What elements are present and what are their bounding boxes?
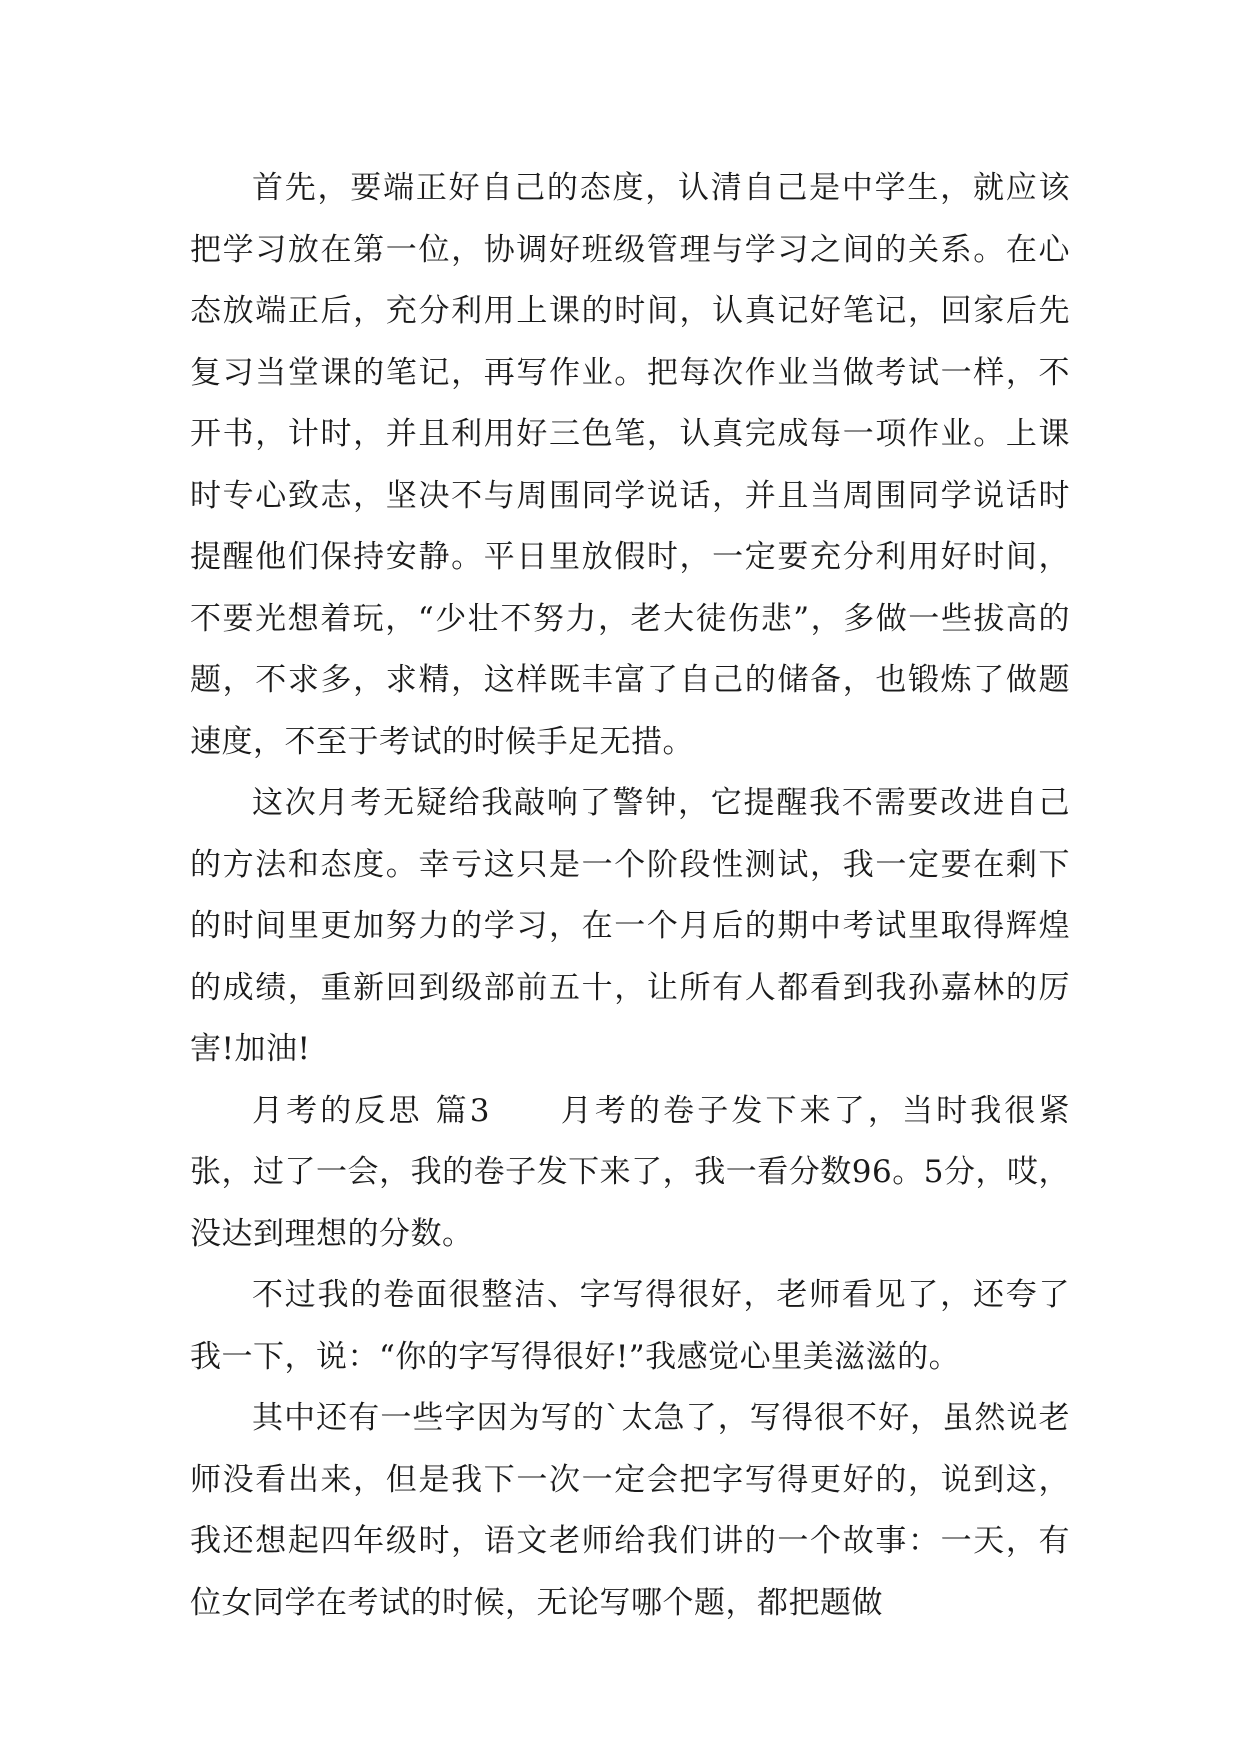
paragraph-story: 其中还有一些字因为写的`太急了，写得很不好，虽然说老师没看出来，但是我下一次一定会把字写得更好的，说到这，我还想起四年级时，语文老师给我们讲的一个故事：一天，有位女同学在考试的时候，无论写哪个题，都把题做 xyxy=(190,1400,1070,1621)
paragraph-monthly-exam-3: 月考的反思 篇3 月考的卷子发下来了，当时我很紧张，过了一会，我的卷子发下来了，我一看分数96。5分，哎，没达到理想的分数。 xyxy=(190,1092,1070,1252)
paragraph-attitude: 首先，要端正好自己的态度，认清自己是中学生，就应该把学习放在第一位，协调好班级管理与学习之间的关系。在心态放端正后，充分利用上课的时间，认真记好笔记，回家后先复习当堂课的笔记，再写作业。把每次作业当做考试一样，不开书，计时，并且利用好三色笔，认真完成每一项作业。上课时专心致志，坚决不与周围同学说话，并且当周围同学说话时提醒他们保持安静。平日里放假时，一定要充分利用好时间，不要光想着玩，“少壮不努力，老大徒伤悲”，多做一些拔高的题，不求多，求精，这样既丰富了自己的储备，也锻炼了做题速度，不至于考试的时候手足无措。 xyxy=(190,170,1070,760)
paragraph-handwriting: 不过我的卷面很整洁、字写得很好，老师看见了，还夸了我一下，说：“你的字写得很好!”我感觉心里美滋滋的。 xyxy=(190,1277,1070,1375)
paragraph-wake-up-call: 这次月考无疑给我敲响了警钟，它提醒我不需要改进自己的方法和态度。幸亏这只是一个阶段性测试，我一定要在剩下的时间里更加努力的学习，在一个月后的期中考试里取得辉煌的成绩，重新回到级部前五十，让所有人都看到我孙嘉林的厉害!加油! xyxy=(190,785,1070,1067)
body-text xyxy=(190,158,1070,1634)
